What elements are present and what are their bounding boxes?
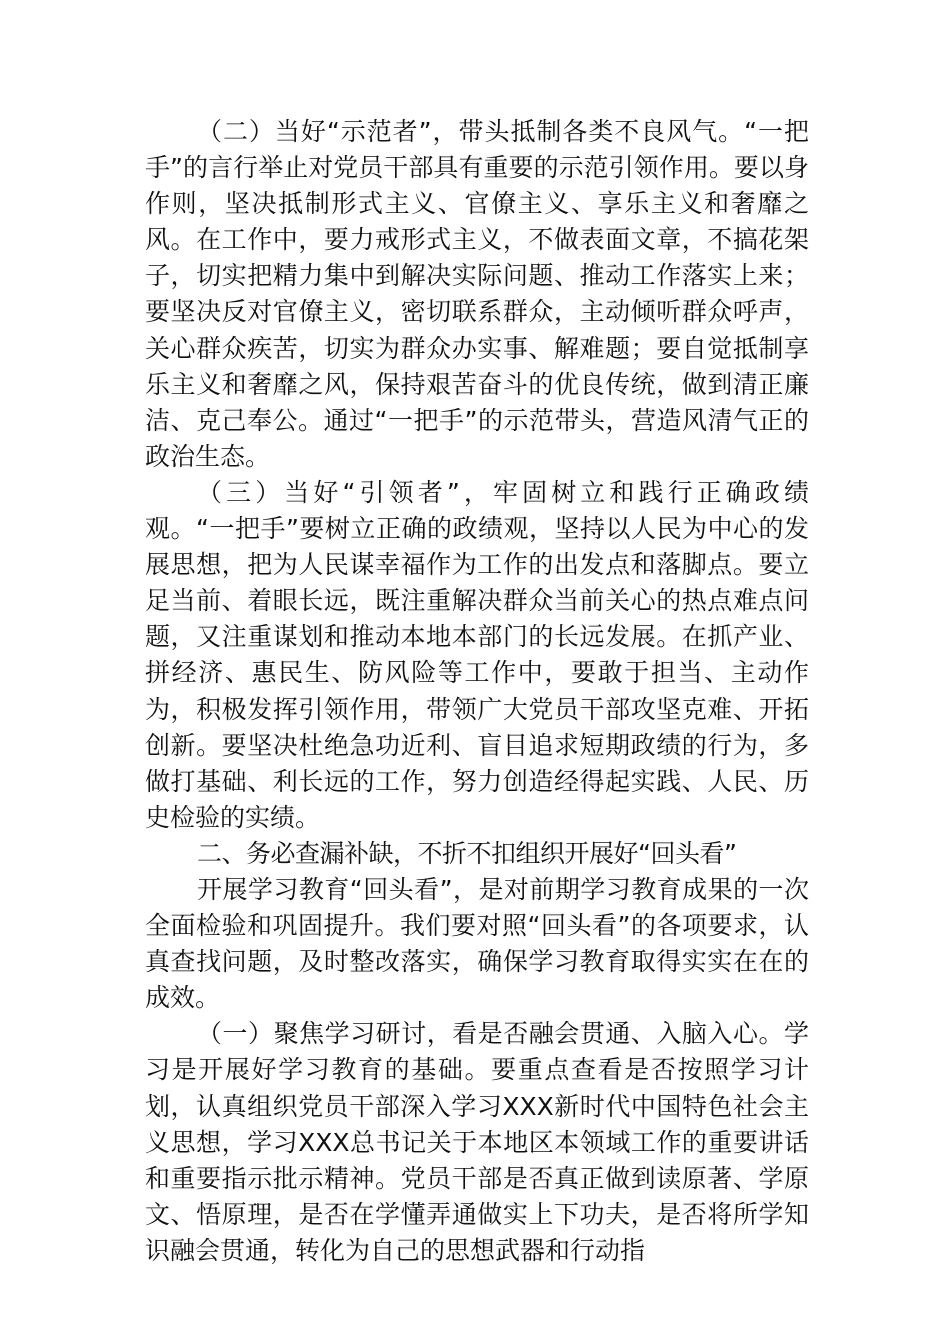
paragraph-study-focus: （一）聚焦学习研讨，看是否融会贯通、入脑入心。学习是开展好学习教育的基础。要重点查看是否按照学习计划，认真组织党员干部深入学习XXX新时代中国特色社会主义思想，学习XXX总书记关于本地区本领域工作的重要讲话和重要指示批示精神。党员干部是否真正做到读原著、学原文、悟原理，是否在学懂弄通做实上下功夫，是否将所学知识融会贯通，转化为自己的思想武器和行动指 (145, 1019, 809, 1265)
paragraph-review-intro: 开展学习教育“回头看”，是对前期学习教育成果的一次全面检验和巩固提升。我们要对照“回头看”的各项要求，认真查找问题，及时整改落实，确保学习教育取得实实在在的成效。 (145, 874, 809, 1013)
section-heading-review: 二、务必查漏补缺，不折不扣组织开展好“回头看” (197, 838, 737, 868)
document-body (145, 114, 809, 1269)
paragraph-exemplar: （二）当好“示范者”，带头抵制各类不良风气。“一把手”的言行举止对党员干部具有重要的示范引领作用。要以身作则，坚决抵制形式主义、官僚主义、享乐主义和奢靡之风。在工作中，要力戒形式主义，不做表面文章，不搞花架子，切实把精力集中到解决实际问题、推动工作落实上来；要坚决反对官僚主义，密切联系群众，主动倾听群众呼声，关心群众疾苦，切实为群众办实事、解难题；要自觉抵制享乐主义和奢靡之风，保持艰苦奋斗的优良传统，做到清正廉洁、克己奉公。通过“一把手”的示范带头，营造风清气正的政治生态。 (145, 117, 809, 471)
paragraph-leader: （三）当好“引领者”，牢固树立和践行正确政绩观。“一把手”要树立正确的政绩观，坚持以人民为中心的发展思想，把为人民谋幸福作为工作的出发点和落脚点。要立足当前、着眼长远，既注重解决群众当前关心的热点难点问题，又注重谋划和推动本地本部门的长远发展。在抓产业、拼经济、惠民生、防风险等工作中，要敢于担当、主动作为，积极发挥引领作用，带领广大党员干部攻坚克难、开拓创新。要坚决杜绝急功近利、盲目追求短期政绩的行为，多做打基础、利长远的工作，努力创造经得起实践、人民、历史检验的实绩。 (145, 477, 809, 832)
